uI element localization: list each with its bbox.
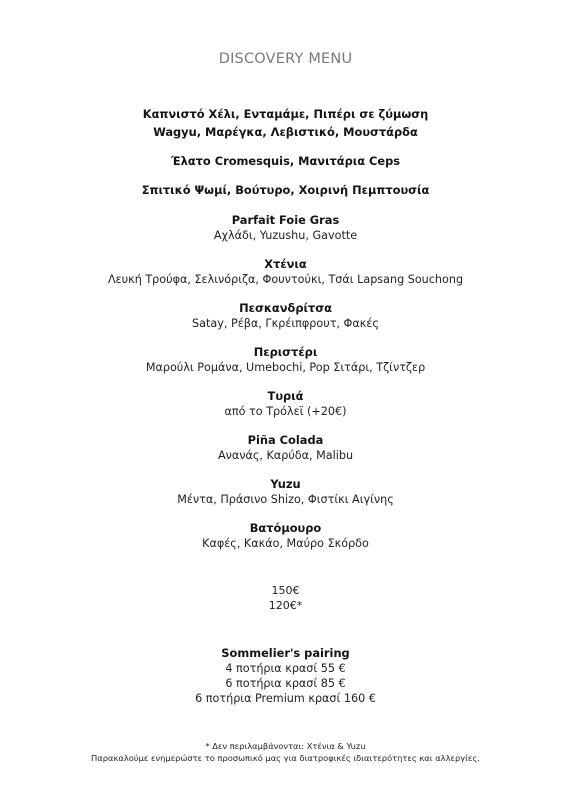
- course-4-name: Περιστέρι: [253, 345, 318, 359]
- course-1-desc: Αχλάδι, Yuzushu, Gavotte: [213, 229, 358, 242]
- course-6-name: Piña Colada: [247, 433, 324, 447]
- menu-price: 150€: [271, 584, 300, 597]
- footnote-allergies: Παρακαλούμε ενημερώστε το προσωπικό μας για διατροφικές ιδιαιτερότητες και αλλεργίες.: [91, 753, 480, 763]
- course-4-desc: Μαρούλι Ρομάνα, Umebochi, Pop Σιτάρι, Τζίντζερ: [145, 361, 426, 374]
- course-8-name: Βατόμουρο: [249, 521, 322, 535]
- footnote-exclusions: * Δεν περιλαμβάνονται: Χτένια & Yuzu: [205, 741, 366, 751]
- course-5-name: Τυριά: [267, 389, 304, 403]
- pairing-option-3: 6 ποτήρια Premium κρασί 160 €: [195, 692, 376, 705]
- opening-dish-2: Wagyu, Μαρέγκα, Λεβιστικό, Μουστάρδα: [153, 125, 418, 139]
- course-7-name: Yuzu: [270, 477, 301, 491]
- course-7-desc: Μέντα, Πράσινο Shizo, Φιστίκι Αιγίνης: [177, 493, 394, 506]
- course-6-desc: Ανανάς, Καρύδα, Malibu: [217, 449, 354, 462]
- opening-dish-1: Καπνιστό Χέλι, Ενταμάμε, Πιπέρι σε ζύμωση: [142, 107, 429, 121]
- menu-title: DISCOVERY MENU: [218, 51, 353, 67]
- course-1-name: Parfait Foie Gras: [231, 213, 340, 227]
- course-2-desc: Λευκή Τρούφα, Σελινόριζα, Φουντούκι, Τσάι Lapsang Souchong: [107, 273, 464, 286]
- pairing-option-2: 6 ποτήρια κρασί 85 €: [225, 677, 346, 690]
- course-2-name: Χτένια: [264, 257, 307, 271]
- opening-dish-4: Σπιτικό Ψωμί, Βούτυρο, Χοιρινή Πεμπτουσία: [141, 183, 430, 197]
- course-5-desc: από το Τρόλεϊ (+20€): [224, 405, 347, 418]
- pairing-option-1: 4 ποτήρια κρασί 55 €: [225, 662, 346, 675]
- opening-dish-3: Έλατο Cromesquis, Μανιτάρια Ceps: [171, 154, 400, 168]
- course-8-desc: Καφές, Κακάο, Μαύρο Σκόρδο: [202, 537, 369, 550]
- pairing-title: Sommelier's pairing: [221, 646, 350, 660]
- course-3-name: Πεσκανδρίτσα: [239, 301, 332, 315]
- course-3-desc: Satay, Ρέβα, Γκρέιπφρουτ, Φακές: [192, 317, 379, 330]
- menu-price-reduced: 120€*: [268, 599, 303, 612]
